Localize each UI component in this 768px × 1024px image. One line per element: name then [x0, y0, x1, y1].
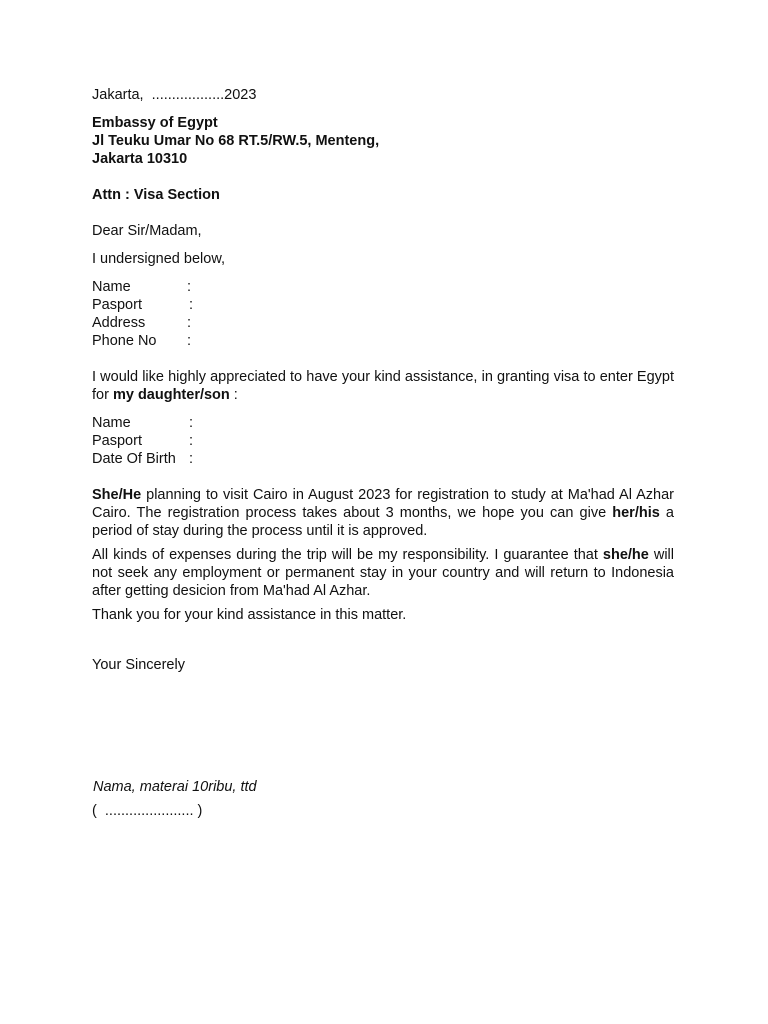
field-colon: :: [187, 279, 192, 295]
field-label: Pasport: [92, 297, 142, 313]
field-colon: :: [189, 297, 194, 313]
field-colon: :: [189, 433, 194, 449]
closing-line: Your Sincerely: [92, 657, 185, 673]
purpose-text-2: a period of stay during the process until it is approved.: [92, 505, 675, 539]
field-colon: :: [189, 451, 194, 467]
intro-line: I undersigned below,: [92, 251, 226, 267]
guarantee-text-1: All kinds of expenses during the trip will be my responsibility. I guarantee that: [92, 547, 603, 563]
thanks-line: Thank you for your kind assistance in this matter.: [92, 607, 407, 623]
field-label: Name: [92, 279, 131, 295]
request-text-after: :: [229, 387, 238, 403]
field-colon: :: [187, 333, 192, 349]
attention-line: Attn : Visa Section: [92, 187, 220, 203]
field-label: Address: [92, 315, 146, 331]
applicant-fields: [92, 278, 674, 350]
recipient-address-line1: Jl Teuku Umar No 68 RT.5/RW.5, Menteng,: [92, 133, 380, 149]
field-colon: :: [187, 315, 192, 331]
request-text: I would like highly appreciated to have your kind assistance, in granting visa to enter Egypt for: [92, 369, 674, 403]
child-field-name: [92, 414, 674, 432]
child-field-pasport: [92, 432, 674, 450]
applicant-field-address: [92, 314, 674, 332]
request-paragraph: [92, 368, 674, 404]
guarantee-paragraph: [92, 546, 674, 600]
purpose-bold-2: her/his: [612, 505, 660, 521]
request-bold: my daughter/son: [112, 387, 230, 403]
signature-placeholder: ( ...................... ): [92, 803, 203, 819]
purpose-bold-1: She/He: [92, 487, 142, 503]
field-label: Name: [92, 415, 131, 431]
purpose-text-1: planning to visit Cairo in August 2023 for registration to study at Ma'had Al Azhar Cairo. The registration process takes about 3 months, we hope you can give: [92, 487, 674, 521]
child-fields: [92, 414, 674, 468]
guarantee-bold: she/he: [602, 547, 649, 563]
signature-note: Nama, materai 10ribu, ttd: [93, 779, 257, 795]
child-field-dob: [92, 450, 674, 468]
applicant-field-phone: [92, 332, 674, 350]
field-label: Date Of Birth: [92, 451, 176, 467]
guarantee-text-2: will not seek any employment or permanent stay in your country and will return to Indonesia after getting desicion from Ma'had Al Azhar.: [92, 547, 674, 599]
applicant-field-name: [92, 278, 674, 296]
field-label: Phone No: [92, 333, 157, 349]
recipient-address-line2: Jakarta 10310: [92, 151, 188, 167]
applicant-field-pasport: [92, 296, 674, 314]
field-label: Pasport: [92, 433, 142, 449]
field-colon: :: [189, 415, 194, 431]
salutation: Dear Sir/Madam,: [92, 223, 202, 239]
purpose-paragraph: [92, 486, 674, 540]
place-date: Jakarta, ..................2023: [92, 87, 257, 103]
recipient-block: [92, 114, 674, 168]
recipient-name: Embassy of Egypt: [92, 115, 218, 131]
letter-page: [92, 86, 674, 820]
